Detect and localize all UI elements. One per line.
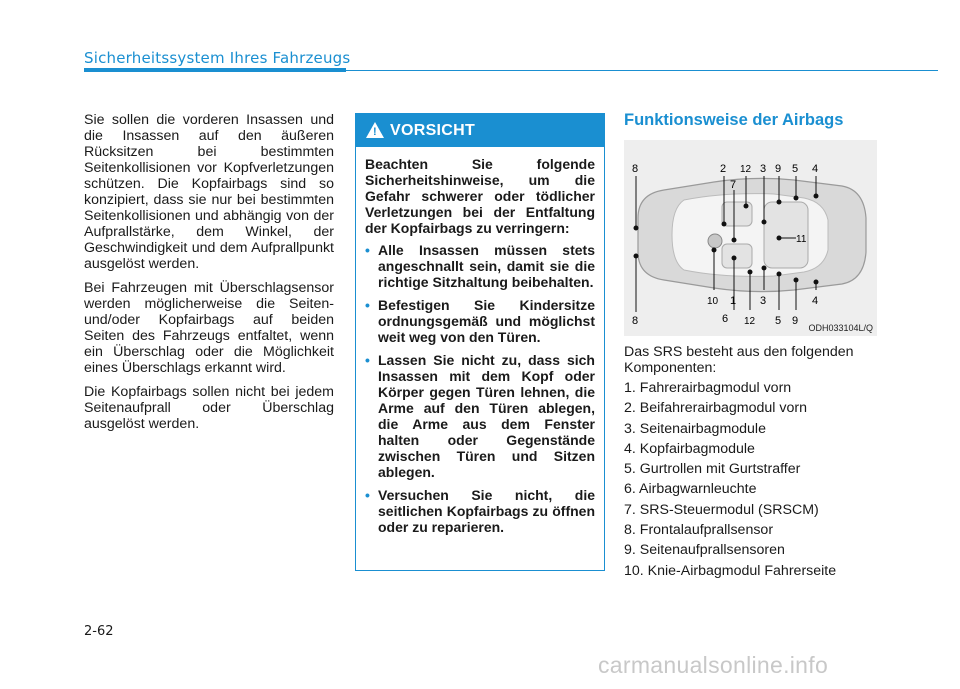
callout-label: 7 — [730, 179, 737, 191]
callout-label: 2 — [720, 163, 727, 175]
list-item: • Befestigen Sie Kindersitze ordnungsgemäß und möglichst weit weg von den Türen. — [365, 297, 595, 345]
callout-label: 4 — [812, 163, 819, 175]
callout-label: 12 — [744, 316, 756, 327]
list-item: 1. Fahrerairbagmodul vorn — [624, 380, 792, 396]
caution-box — [355, 113, 605, 571]
list-item: • Lassen Sie nicht zu, dass sich Insassen mit dem Kopf oder Körper gegen Türen lehnen, die Arme auf den Türen ablegen, die Arme aus dem Fenster halten oder Gegenstände zwischen Türen und Sitzen ablegen. — [365, 352, 595, 480]
list-item: 10. Knie-Airbagmodul Fahrerseite — [624, 562, 837, 579]
callout-label: 10 — [707, 296, 719, 307]
callout-label: 8 — [632, 163, 639, 175]
function-title: Funktionsweise der Airbags — [624, 111, 844, 129]
watermark: carmanualsonline.info — [598, 652, 829, 678]
list-item: 7. SRS-Steuermodul (SRSCM) — [624, 501, 819, 518]
page-number: 2-62 — [84, 624, 114, 639]
components-list — [624, 380, 880, 579]
paragraph: Sie sollen die vorderen Insassen und die Insassen auf den äußeren Rücksitzen bei bestimmten Seitenkollisionen vor Kopfverletzungen schützen. Die Kopfairbags sind so konzipiert, dass sie nur bei bestimmten Seitenkollisionen und abhängig von der Aufprallstärke, dem Winkel, der Geschwindigkeit und dem Aufprallpunkt ausgelöst werden. — [84, 112, 334, 272]
paragraph: Die Kopfairbags sollen nicht bei jedem Seitenaufprall oder Überschlag ausgelöst werden. — [84, 384, 334, 432]
paragraph: Bei Fahrzeugen mit Überschlagsensor werden möglicherweise die Seiten- und/oder Kopfairbags auf beiden Seiten des Fahrzeugs entfaltet, wenn ein Überschlag oder die Möglichkeit eines Überschlags erkannt wird. — [84, 280, 334, 376]
bullet-icon: • — [365, 487, 370, 503]
list-item: 4. Kopfairbagmodule — [624, 440, 755, 457]
callout-label: 1 — [730, 295, 737, 307]
car-topview-illustration — [624, 140, 877, 336]
callout-label: 11 — [796, 234, 807, 245]
list-item: • Versuchen Sie nicht, die seitlichen Kopfairbags zu öffnen oder zu reparieren. — [365, 487, 595, 535]
callout-label: 3 — [760, 295, 767, 307]
bullet-icon: • — [365, 352, 370, 368]
airbag-diagram — [624, 140, 877, 336]
bullet-icon: • — [365, 297, 370, 313]
list-item: 6. Airbagwarnleuchte — [624, 481, 757, 498]
header-rule-thick — [84, 68, 346, 72]
figure-code: ODH033104L/Q — [808, 323, 873, 333]
list-item: 5. Gurtrollen mit Gurtstraffer — [624, 461, 801, 478]
caution-body — [365, 156, 595, 542]
callout-label: 12 — [740, 164, 752, 175]
callout-label: 4 — [812, 295, 819, 307]
list-item: 8. Frontalaufprallsensor — [624, 522, 774, 539]
callout-label: 8 — [632, 315, 639, 327]
list-item: 2. Beifahrerairbagmodul vorn — [624, 400, 807, 417]
callout-label: 9 — [775, 163, 782, 175]
caution-header — [356, 114, 604, 147]
caution-intro: Beachten Sie folgende Sicherheitshinweise, um die Gefahr schwerer oder tödlicher Verletzungen bei der Entfaltung der Kopfairbags zu verringern: — [365, 156, 595, 236]
callout-label: 5 — [792, 163, 799, 175]
body-column-1 — [84, 112, 334, 440]
caution-title: VORSICHT — [390, 122, 476, 139]
components-intro: Das SRS besteht aus den folgenden Komponenten: — [624, 344, 854, 376]
list-item: • Alle Insassen müssen stets angeschnallt sein, damit sie die richtige Sitzhaltung beibehalten. — [365, 242, 595, 290]
callout-label: 9 — [792, 315, 799, 327]
bullet-icon: • — [365, 242, 370, 258]
list-item: 3. Seitenairbagmodule — [624, 420, 766, 437]
list-item: 9. Seitenaufprallsensoren — [624, 542, 785, 559]
section-title: Sicherheitssystem Ihres Fahrzeugs — [84, 49, 351, 67]
callout-label: 5 — [775, 315, 782, 327]
warning-triangle-icon: ! — [366, 122, 384, 138]
callout-label: 6 — [722, 313, 729, 325]
header-rule-thin — [346, 70, 938, 71]
caution-list — [365, 242, 595, 535]
callout-label: 3 — [760, 163, 767, 175]
components-section — [624, 344, 880, 583]
